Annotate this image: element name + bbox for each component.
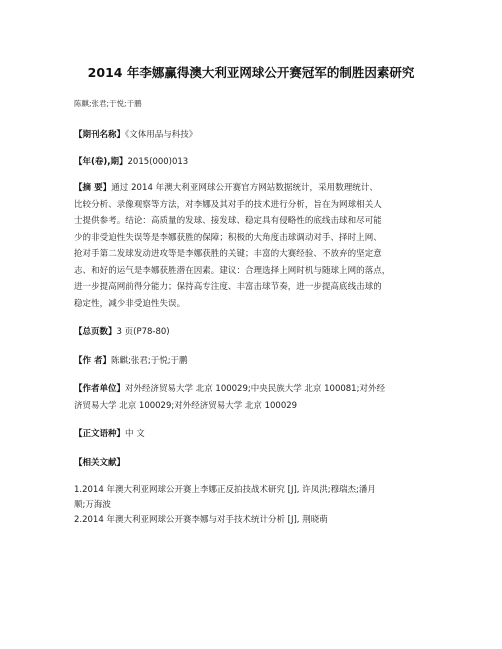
related-references-heading — [74, 455, 428, 472]
references-label: 【相关文献】 — [74, 457, 126, 468]
reference-line: 顺;万海波 — [74, 500, 111, 510]
authors-label: 【作 者】 — [74, 355, 111, 366]
document-title: 2014 年李娜赢得澳大利亚网球公开赛冠军的制胜因素研究 — [87, 65, 415, 80]
abstract-line: 比较分析、录像观察等方法，对李娜及其对手的技术进行分析，旨在为网球相关人 — [74, 199, 382, 210]
abstract-field — [74, 180, 428, 312]
authors-field — [74, 353, 428, 370]
pages-label: 【总页数】 — [74, 327, 117, 337]
language-field — [74, 426, 428, 443]
journal-label: 【期刊名称】 — [74, 130, 126, 140]
affiliation-label: 【作者单位】 — [74, 384, 126, 394]
abstract-line: 稳定性，减少非受迫性失误。 — [74, 298, 186, 309]
abstract-line: 士提供参考。结论：高质量的发球、接发球、稳定具有侵略性的底线击球和尽可能 — [74, 216, 382, 226]
abstract-label: 【摘 要】 — [74, 183, 112, 193]
references-list — [74, 483, 428, 528]
year-label: 【年(卷),期】 — [74, 156, 128, 167]
abstract-line: 志、和好的运气是李娜获胜潜在因素。建议：合理选择上网时机与随球上网的落点， — [74, 265, 391, 276]
reference-item[interactable] — [74, 513, 428, 528]
abstract-line: 少的非受迫性失误等是李娜获胜的保障；积极的大角度击球调动对手、择时上网、 — [74, 232, 382, 243]
author-byline: 陈麒;张君;于悦;于鹏 — [74, 99, 142, 108]
pages-value: 3 页(P78-80) — [116, 327, 170, 337]
journal-value: 《文体用品与科技》 — [125, 130, 198, 140]
affiliation-line: 对外经济贸易大学 北京 100029;中央民族大学 北京 100081;对外经 — [125, 384, 385, 394]
abstract-line: 抢对手第二发球发动进攻等是李娜获胜的关键；丰富的大赛经验、不放弃的坚定意 — [74, 249, 382, 259]
authors-value: 陈麒;张君;于悦;于鹏 — [110, 355, 188, 366]
reference-item[interactable] — [74, 483, 428, 513]
author-affiliation-field — [74, 381, 428, 414]
language-label: 【正文语种】 — [74, 429, 126, 439]
year-value: 2015(000)013 — [127, 156, 189, 167]
reference-line: 1.2014 年澳大利亚网球公开赛上李娜正反拍技战术研究 [J], 许凤洪;穆瑞杰;潘月 — [74, 485, 376, 495]
affiliation-line: 济贸易大学 北京 100029;对外经济贸易大学 北京 100029 — [74, 400, 298, 411]
abstract-line: 进一步提高网前得分能力；保持高专注度、丰富击球节奏，进一步提高底线击球的 — [74, 282, 382, 292]
page-count-field — [74, 324, 428, 341]
year-volume-field — [74, 154, 428, 171]
abstract-line: 通过 2014 年澳大利亚网球公开赛官方网站数据统计，采用数理统计、 — [111, 183, 378, 193]
reference-line: 2.2014 年澳大利亚网球公开赛李娜与对手技术统计分析 [J], 荆晓萌 — [74, 515, 328, 525]
language-value: 中 文 — [125, 429, 145, 439]
journal-field — [74, 127, 428, 144]
